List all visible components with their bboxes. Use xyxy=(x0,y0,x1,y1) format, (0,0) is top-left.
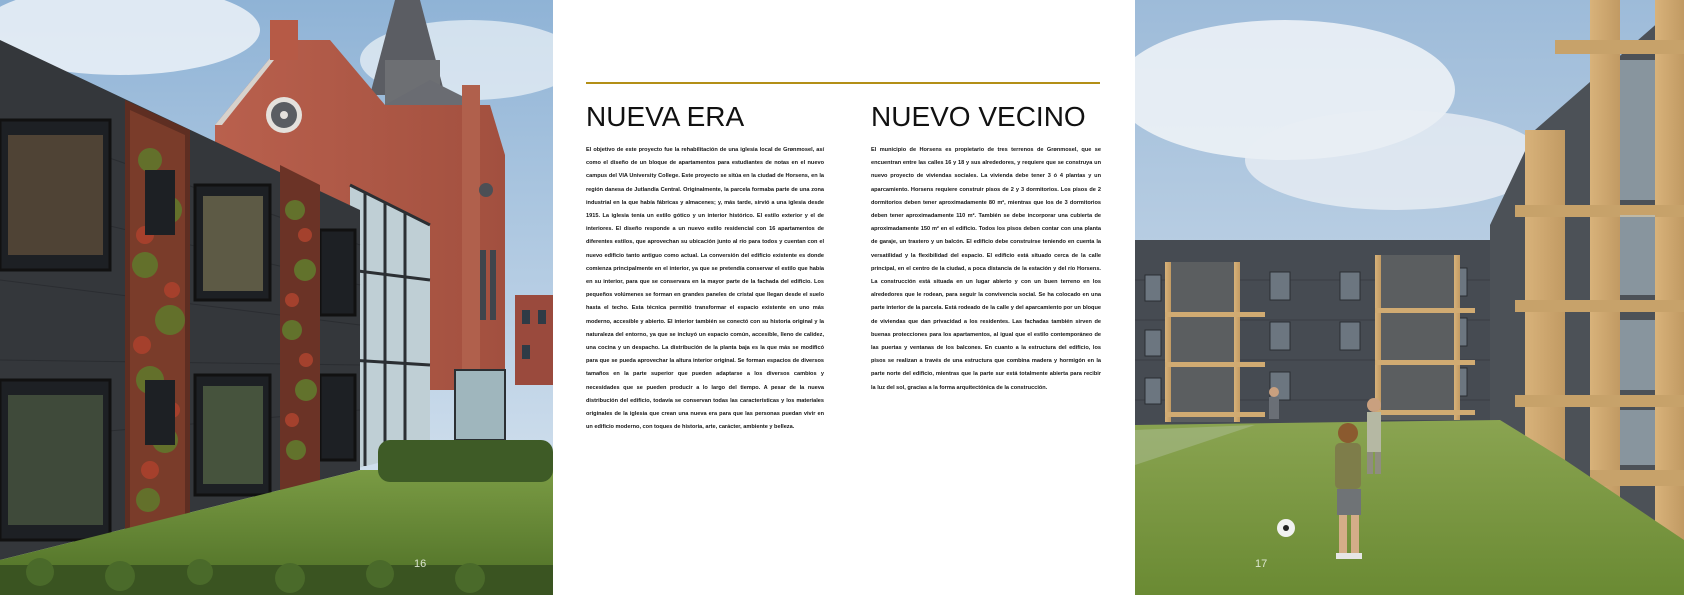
article-title: NUEVA ERA xyxy=(586,101,745,132)
article-title: NUEVO VECINO xyxy=(871,101,1086,132)
article-body: El municipio de Horsens es propietario de tres terrenos de Grønmosel, que se encuentran entre las calles 16 y 18 y sus alrededores, y requiere que se construya un nuevo proyecto de viviendas sociales. La vivienda debe tener 3 ó 4 plantas y un aparcamiento. Horsens requiere construir pisos de 2 y 3 dormitorios. Los pisos de 2 dormitorios deben tener aproximadamente 80 m², mientras que los de 3 dormitorios deben tener aproximadamente 110 m². También se debe incorporar una cubierta de aproximadamente 150 m² en el edificio. Todos los pisos deben contar con una planta de garaje, un trastero y un balcón. El edificio debe construirse teniendo en cuenta la versatilidad y la flexibilidad del espacio. El edificio está situado cerca de la calle principal, en el centro de la ciudad, a poca distancia de la estación y del río Horsens. La construcción está situada en un lugar abierto y con un buen terreno en los alrededores que le rodean, para seguir la convivencia social. Se ha colocado en una parte interior de la parcela. Está rodeado de la calle y del aparcamiento por un bloque de viviendas que dan privacidad a los residentes. Las fachadas también sirven de buenas protecciones para los apartamentos, al igual que el estilo contemporáneo de las puertas y ventanas de los balcones. En cuanto a la estructura del edificio, los pisos se realizan a través de una estructura que combina madera y hormigón en la parte norte del edificio, mientras que la parte sur está totalmente abierta para recibir la luz del sol, gracias a la forma arquitectónica de la construcción. xyxy=(871,147,1101,391)
page-number-left: 16 xyxy=(414,558,427,570)
page-number-right: 17 xyxy=(1255,558,1268,570)
article-body: El objetivo de este proyecto fue la rehabilitación de una iglesia local de Grønmosel, así como el diseño de un bloque de apartamentos para estudiantes de notas en el nuevo campus del VIA University College. Este proyecto se sitúa en la ciudad de Horsens, en la región danesa de Jutlandia Central. Originalmente, la parcela formaba parte de una zona industrial en la que había fábricas y almacenes; y, más tarde, sirvió a una iglesia desde 1915. La iglesia tenía un estilo gótico y un interior histórico. El estilo exterior y el de interiores. El diseño responde a un nuevo estilo residencial con 16 apartamentos de diferentes estilos, que aprovechan su ubicación junto al río para todos y cuentan con el nuevo edificio tanto antiguo como actual. La conversión del edificio existente es donde comienza principalmente en el interior, ya que se pretendía conservar el estilo que había en su interior, para que se conservara en la mayor parte de la fachada del edificio. Los pequeños volúmenes se forman en grandes paneles de cristal que llegan desde el suelo hasta el techo. Esta técnica permitió transformar el espacio existente en uno más moderno, accesible y abierto. El interior también se conectó con su historia original y la naturaleza del entorno, ya que se incluyó un espacio común, accesible, lleno de calidez, una cocina y un despacho. La distribución de la planta baja es la que más se modificó para que se pueda aprovechar la altura interior original. Se forman espacios de diversos tamaños en la parte superior que pueden adaptarse a los diversos cambios y necesidades que se pueden producir a lo largo del tiempo. A pesar de la nueva distribución del edificio, todavía se conservan todas las características y los materiales originales de la iglesia que crean una nueva era para que las personas puedan vivir en un edificio moderno, con toques de historia, arte, carácter, ambiente y belleza. xyxy=(586,147,824,431)
article-nueva-era xyxy=(586,100,824,434)
gold-divider-rule xyxy=(586,82,1100,84)
church-conversion-render xyxy=(0,0,553,595)
housing-courtyard-render xyxy=(1135,0,1684,595)
article-nuevo-vecino xyxy=(871,100,1101,395)
